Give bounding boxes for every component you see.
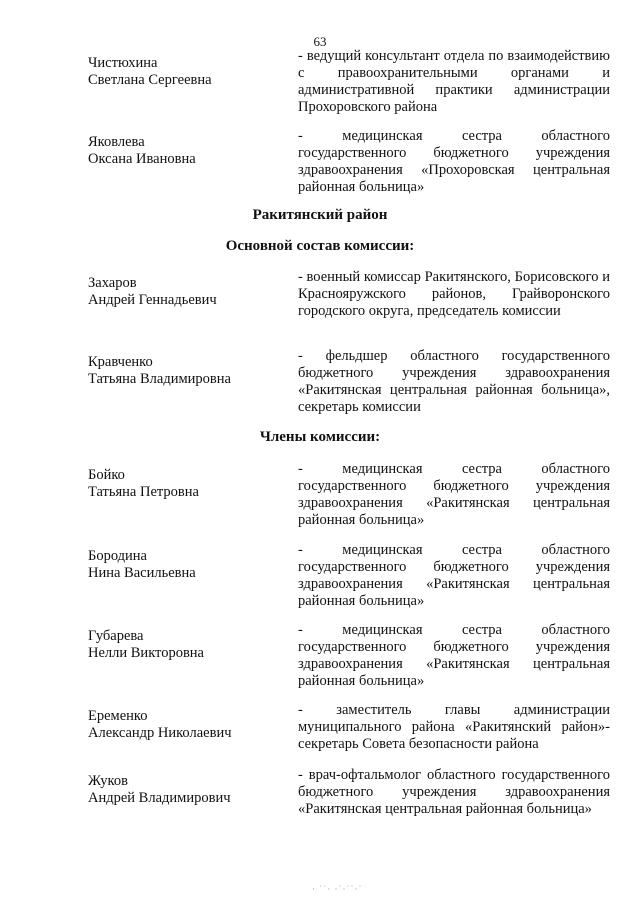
person-description: - врач-офтальмолог областного государственного бюджетного учреждения здравоохранения «Ракитянская центральная районная больница» (298, 767, 610, 817)
person-description: - медицинская сестра областного государственного бюджетного учреждения здравоохранения «Ракитянская центральная районная больница» (298, 622, 610, 689)
person-given-name: Светлана Сергеевна (88, 72, 212, 88)
person-description: - заместитель главы администрации муниципального района «Ракитянский район»-секретарь Совета безопасности района (298, 702, 610, 752)
district-heading: Ракитянский район (252, 207, 388, 223)
page-number: 63 (313, 34, 327, 49)
person-description: - фельдшер областного государственного бюджетного учреждения здравоохранения «Ракитянская центральная районная больница», секретарь комиссии (298, 348, 610, 415)
person-surname: Губарева (88, 628, 144, 644)
person-description: - ведущий консультант отдела по взаимодействию с правоохранительными органами и административной практики администрации Прохоровского района (298, 48, 610, 115)
person-given-name: Андрей Геннадьевич (88, 292, 217, 308)
person-surname: Бородина (88, 548, 147, 564)
main-composition-heading: Основной состав комиссии: (225, 238, 415, 254)
person-description: - военный комиссар Ракитянского, Борисовского и Краснояружского районов, Грайворонского городского округа, председатель комиссии (298, 269, 610, 319)
person-surname: Еременко (88, 708, 148, 724)
person-surname: Бойко (88, 467, 125, 483)
person-given-name: Нелли Викторовна (88, 645, 204, 661)
person-description: - медицинская сестра областного государственного бюджетного учреждения здравоохранения «Прохоровская центральная районная больница» (298, 128, 610, 195)
person-surname: Чистюхина (88, 55, 158, 71)
person-surname: Кравченко (88, 354, 153, 370)
person-description: - медицинская сестра областного государственного бюджетного учреждения здравоохранения «Ракитянская центральная районная больница» (298, 461, 610, 528)
person-surname: Жуков (88, 773, 128, 789)
person-description: - медицинская сестра областного государственного бюджетного учреждения здравоохранения «Ракитянская центральная районная больница» (298, 542, 610, 609)
person-given-name: Татьяна Владимировна (88, 371, 231, 387)
members-heading: Члены комиссии: (259, 429, 381, 445)
person-given-name: Татьяна Петровна (88, 484, 199, 500)
person-given-name: Александр Николаевич (88, 725, 232, 741)
person-given-name: Нина Васильевна (88, 565, 196, 581)
person-surname: Захаров (88, 275, 137, 291)
scan-artifact: · ˙˙· ·˙·˙˙·˙ (312, 884, 363, 894)
person-given-name: Андрей Владимирович (88, 790, 231, 806)
person-given-name: Оксана Ивановна (88, 151, 196, 167)
person-surname: Яковлева (88, 134, 145, 150)
